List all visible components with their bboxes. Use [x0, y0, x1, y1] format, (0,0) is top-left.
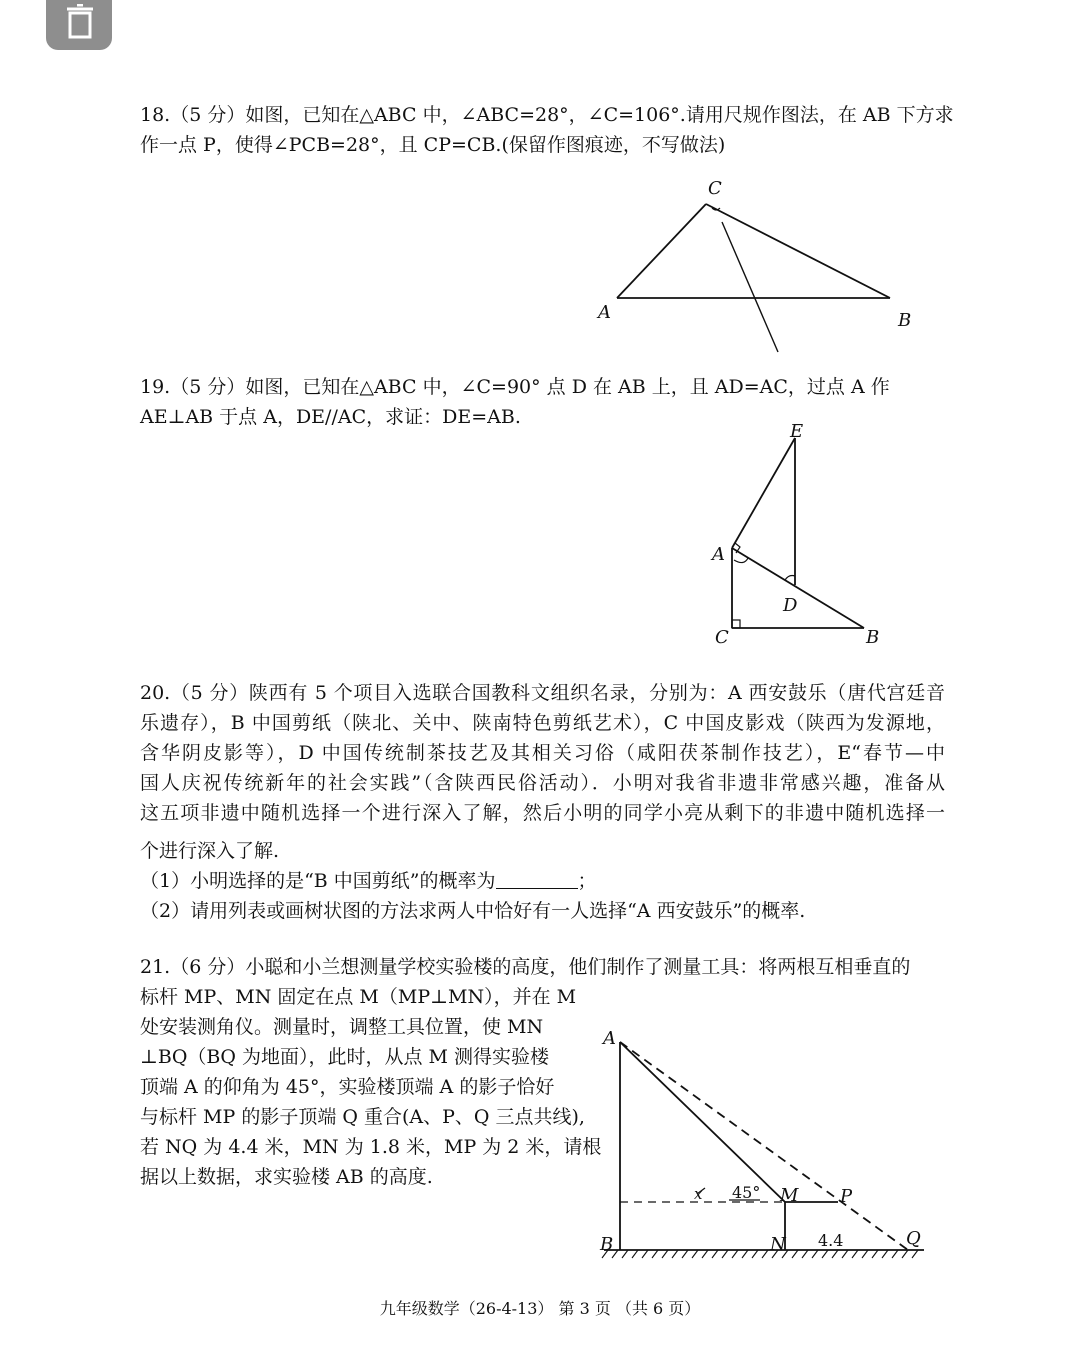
q21-line-4: ⊥BQ（BQ 为地面），此时，从点 M 测得实验楼 — [140, 1046, 550, 1068]
q21-label-n: N — [770, 1234, 786, 1255]
q20-line-3: 含华阴皮影等），D 中国传统制茶技艺及其相关习俗（咸阳茯茶制作技艺），E“春节—中 — [140, 742, 945, 764]
page-footer: 九年级数学（26-4-13） 第 3 页 （共 6 页） — [379, 1299, 701, 1318]
q19-line-1: 19.（5 分）如图，已知在△ABC 中，∠C=90° 点 D 在 AB 上，且 AD=AC，过点 A 作 — [140, 376, 890, 398]
q20-line-2: 乐遗存），B 中国剪纸（陕北、关中、陕南特色剪纸艺术），C 中国皮影戏（陕西为发源地， — [140, 712, 945, 734]
q20-line-4: 国人庆祝传统新年的社会实践”（含陕西民俗活动）．小明对我省非遗非常感兴趣，准备从 — [140, 772, 945, 794]
q21-line-5: 顶端 A 的仰角为 45°，实验楼顶端 A 的影子恰好 — [140, 1076, 555, 1098]
q21-line-1: 21.（6 分）小聪和小兰想测量学校实验楼的高度，他们制作了测量工具：将两根互相垂直的 — [140, 956, 911, 978]
q21-label-b: B — [600, 1234, 614, 1255]
q18-line-1: 18.（5 分）如图，已知在△ABC 中，∠ABC=28°，∠C=106°.请用尺规作图法，在 AB 下方求 — [140, 104, 954, 126]
q21-nq-length: 4.4 — [818, 1231, 844, 1250]
q21-angle-label: 45° — [732, 1183, 761, 1202]
q21-line-2: 标杆 MP、MN 固定在点 M（MP⊥MN），并在 M — [140, 986, 577, 1008]
q18-label-b: B — [898, 310, 912, 331]
q21-line-7: 若 NQ 为 4.4 米，MN 为 1.8 米，MP 为 2 米，请根 — [140, 1136, 602, 1158]
q20-sub-1-end: ； — [577, 870, 597, 892]
q20-sub-1-text: （1）小明选择的是“B 中国剪纸”的概率为 — [140, 870, 496, 892]
q21-label-m: M — [780, 1185, 799, 1206]
q19-label-b: B — [866, 627, 880, 648]
q19-label-a: A — [712, 544, 725, 565]
q18-label-a: A — [598, 302, 611, 323]
q18-label-c: C — [708, 178, 722, 199]
q21-x-mark: x — [694, 1185, 703, 1203]
q21-line-8: 据以上数据，求实验楼 AB 的高度. — [140, 1166, 433, 1188]
q20-sub-2: （2）请用列表或画树状图的方法求两人中恰好有一人选择“A 西安鼓乐”的概率. — [140, 900, 806, 922]
q21-line-3: 处安装测角仪。测量时，调整工具位置，使 MN — [140, 1016, 544, 1038]
q20-line-1: 20.（5 分）陕西有 5 个项目入选联合国教科文组织名录，分别为：A 西安鼓乐（唐代宫廷音 — [140, 682, 945, 704]
q19-label-d: D — [783, 595, 798, 616]
q21-label-p: P — [840, 1186, 853, 1207]
q19-label-e: E — [790, 421, 804, 442]
q21-line-6: 与标杆 MP 的影子顶端 Q 重合(A、P、Q 三点共线), — [140, 1106, 585, 1128]
q19-line-2: AE⊥AB 于点 A，DE//AC，求证：DE=AB. — [140, 406, 521, 428]
q20-line-6: 个进行深入了解. — [140, 840, 280, 862]
q19-label-c: C — [715, 627, 729, 648]
q18-line-2: 作一点 P，使得∠PCB=28°，且 CP=CB.(保留作图痕迹，不写做法) — [140, 134, 726, 156]
q20-line-5: 这五项非遗中随机选择一个进行深入了解，然后小明的同学小亮从剩下的非遗中随机选择一 — [140, 802, 945, 824]
q21-label-a: A — [603, 1028, 616, 1049]
q21-label-q: Q — [906, 1228, 921, 1249]
